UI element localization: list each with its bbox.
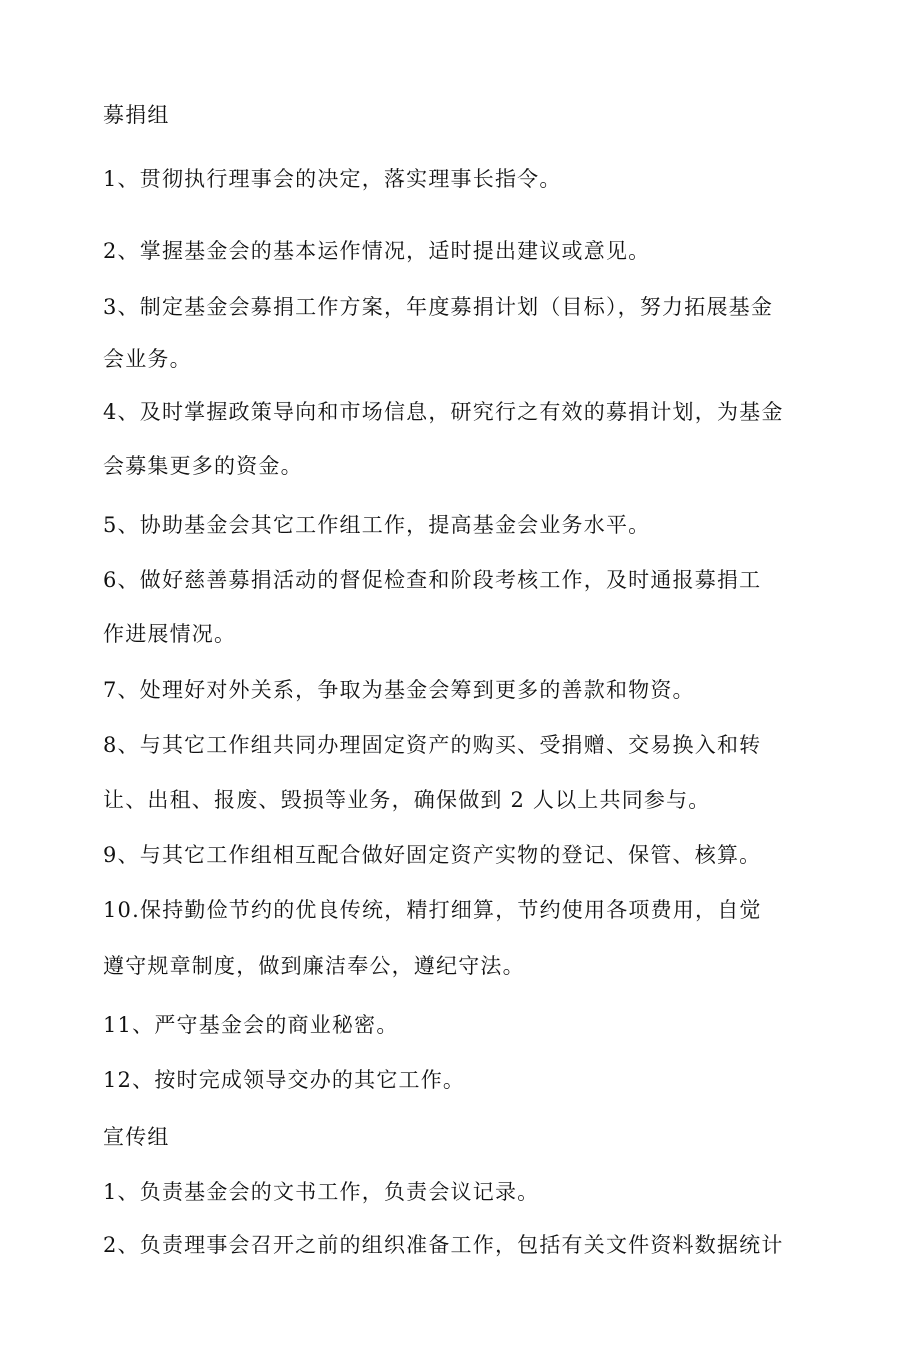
section-heading-publicity: 宣传组 xyxy=(103,1125,170,1149)
text-line: 12、按时完成领导交办的其它工作。 xyxy=(103,1068,466,1092)
text-line: 遵守规章制度，做到廉洁奉公，遵纪守法。 xyxy=(103,954,525,978)
text-line: 3、制定基金会募捐工作方案，年度募捐计划（目标），努力拓展基金 xyxy=(103,295,774,319)
text-line: 1、贯彻执行理事会的决定，落实理事长指令。 xyxy=(103,167,562,191)
text-line: 7、处理好对外关系，争取为基金会筹到更多的善款和物资。 xyxy=(103,678,695,702)
text-line: 让、出租、报废、毁损等业务，确保做到 2 人以上共同参与。 xyxy=(103,788,711,812)
text-line: 1、负责基金会的文书工作，负责会议记录。 xyxy=(103,1180,540,1204)
text-line: 会业务。 xyxy=(103,347,192,371)
text-line: 6、做好慈善募捐活动的督促检查和阶段考核工作，及时通报募捐工 xyxy=(103,568,762,592)
text-line: 会募集更多的资金。 xyxy=(103,454,303,478)
text-line: 4、及时掌握政策导向和市场信息，研究行之有效的募捐计划，为基金 xyxy=(103,400,784,424)
text-line: 9、与其它工作组相互配合做好固定资产实物的登记、保管、核算。 xyxy=(103,843,762,867)
text-line: 2、负责理事会召开之前的组织准备工作，包括有关文件资料数据统计 xyxy=(103,1233,784,1257)
text-line: 10.保持勤俭节约的优良传统，精打细算，节约使用各项费用，自觉 xyxy=(103,898,762,922)
text-line: 2、掌握基金会的基本运作情况，适时提出建议或意见。 xyxy=(103,239,651,263)
section-heading-fundraising: 募捐组 xyxy=(103,103,170,127)
text-line: 5、协助基金会其它工作组工作，提高基金会业务水平。 xyxy=(103,513,651,537)
text-line: 11、严守基金会的商业秘密。 xyxy=(103,1013,399,1037)
text-line: 作进展情况。 xyxy=(103,622,237,646)
text-line: 8、与其它工作组共同办理固定资产的购买、受捐赠、交易换入和转 xyxy=(103,733,762,757)
